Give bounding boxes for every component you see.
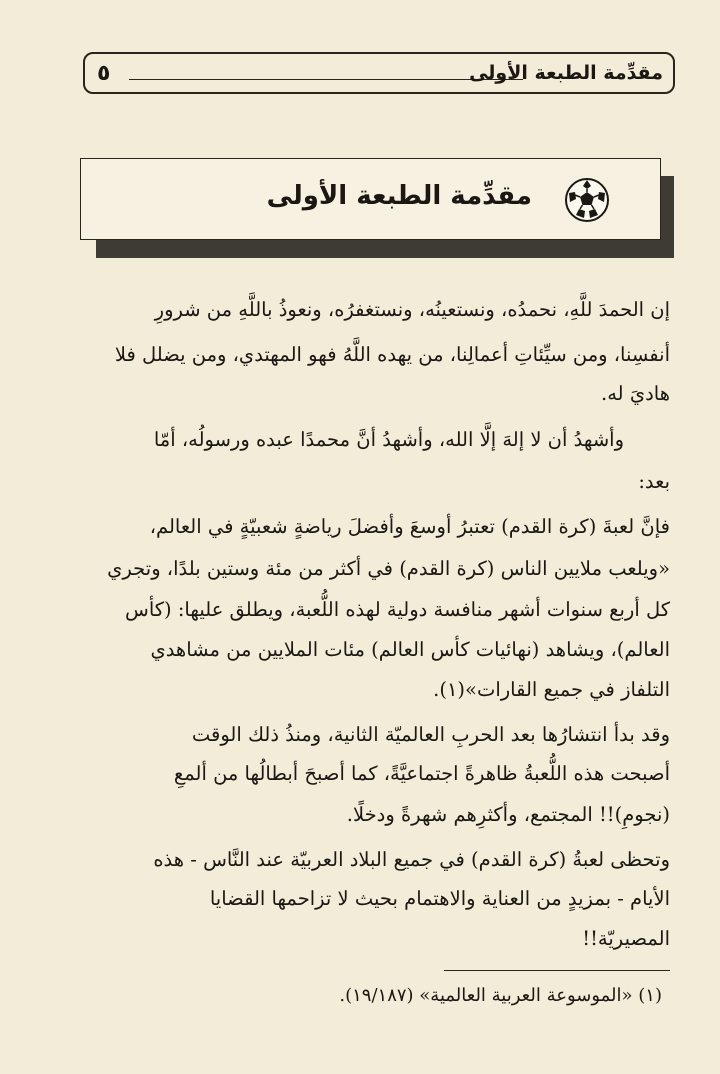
body-line: المصيريّة!! <box>582 927 670 950</box>
footnote: (١) «الموسوعة العربية العالمية» (١٩/١٨٧). <box>339 985 662 1006</box>
body-line: العالم)، ويشاهد (نهائيات كأس العالم) مئات الملايين من مشاهدي <box>150 638 670 661</box>
body-line: إن الحمدَ للَّهِ، نحمدُه، ونستعينُه، ونستغفرُه، ونعوذُ باللَّهِ من شرورِ <box>154 298 670 321</box>
chapter-title: مقدِّمة الطبعة الأولى <box>266 181 532 211</box>
body-line: الأيام - بمزيدٍ من العناية والاهتمام بحيث لا تزاحمها القضايا <box>209 887 670 910</box>
footnote-rule <box>444 970 670 971</box>
body-line: (نجومِ)!! المجتمع، وأكثرِهم شهرةً ودخلًا. <box>346 803 670 826</box>
body-line: وقد بدأ انتشارُها بعد الحربِ العالميّة الثانية، ومنذُ ذلك الوقت <box>191 723 670 746</box>
body-line: أصبحت هذه اللُّعبةُ ظاهرةً اجتماعيَّةً، كما أصبحَ أبطالُها من ألمعِ <box>173 762 670 785</box>
running-title: مقدِّمة الطبعة الأولى <box>469 62 663 84</box>
running-header <box>83 52 675 94</box>
body-line: أنفسِنا، ومن سيِّئاتِ أعمالِنا، من يهده اللَّهُ فهو المهتدي، ومن يضلل فلا <box>114 343 670 366</box>
body-line: «ويلعب ملايين الناس (كرة القدم) في أكثر من مئة وستين بلدًا، وتجري <box>107 557 670 580</box>
body-line: بعد: <box>638 470 670 493</box>
body-line: هاديَ له. <box>601 382 670 405</box>
header-rule <box>129 79 523 80</box>
soccer-ball-icon <box>564 177 610 223</box>
body-line: فإنَّ لعبةَ (كرة القدم) تعتبرُ أوسعَ وأفضلَ رياضةٍ شعبيّةٍ في العالم، <box>149 515 670 538</box>
body-line: وتحظى لعبةُ (كرة القدم) في جميع البلاد العربيّة عند النَّاس - هذه <box>153 848 670 871</box>
body-line: كل أربع سنوات أشهر منافسة دولية لهذه اللُّعبة، ويطلق عليها: (كأس <box>125 598 670 621</box>
body-line: التلفاز في جميع القارات»(١). <box>433 678 670 701</box>
page-number: ٥ <box>97 61 111 86</box>
body-line: وأشهدُ أن لا إلهَ إلَّا الله، وأشهدُ أنَّ محمدًا عبده ورسولُه، أمّا <box>153 428 624 451</box>
chapter-title-box <box>80 158 661 240</box>
